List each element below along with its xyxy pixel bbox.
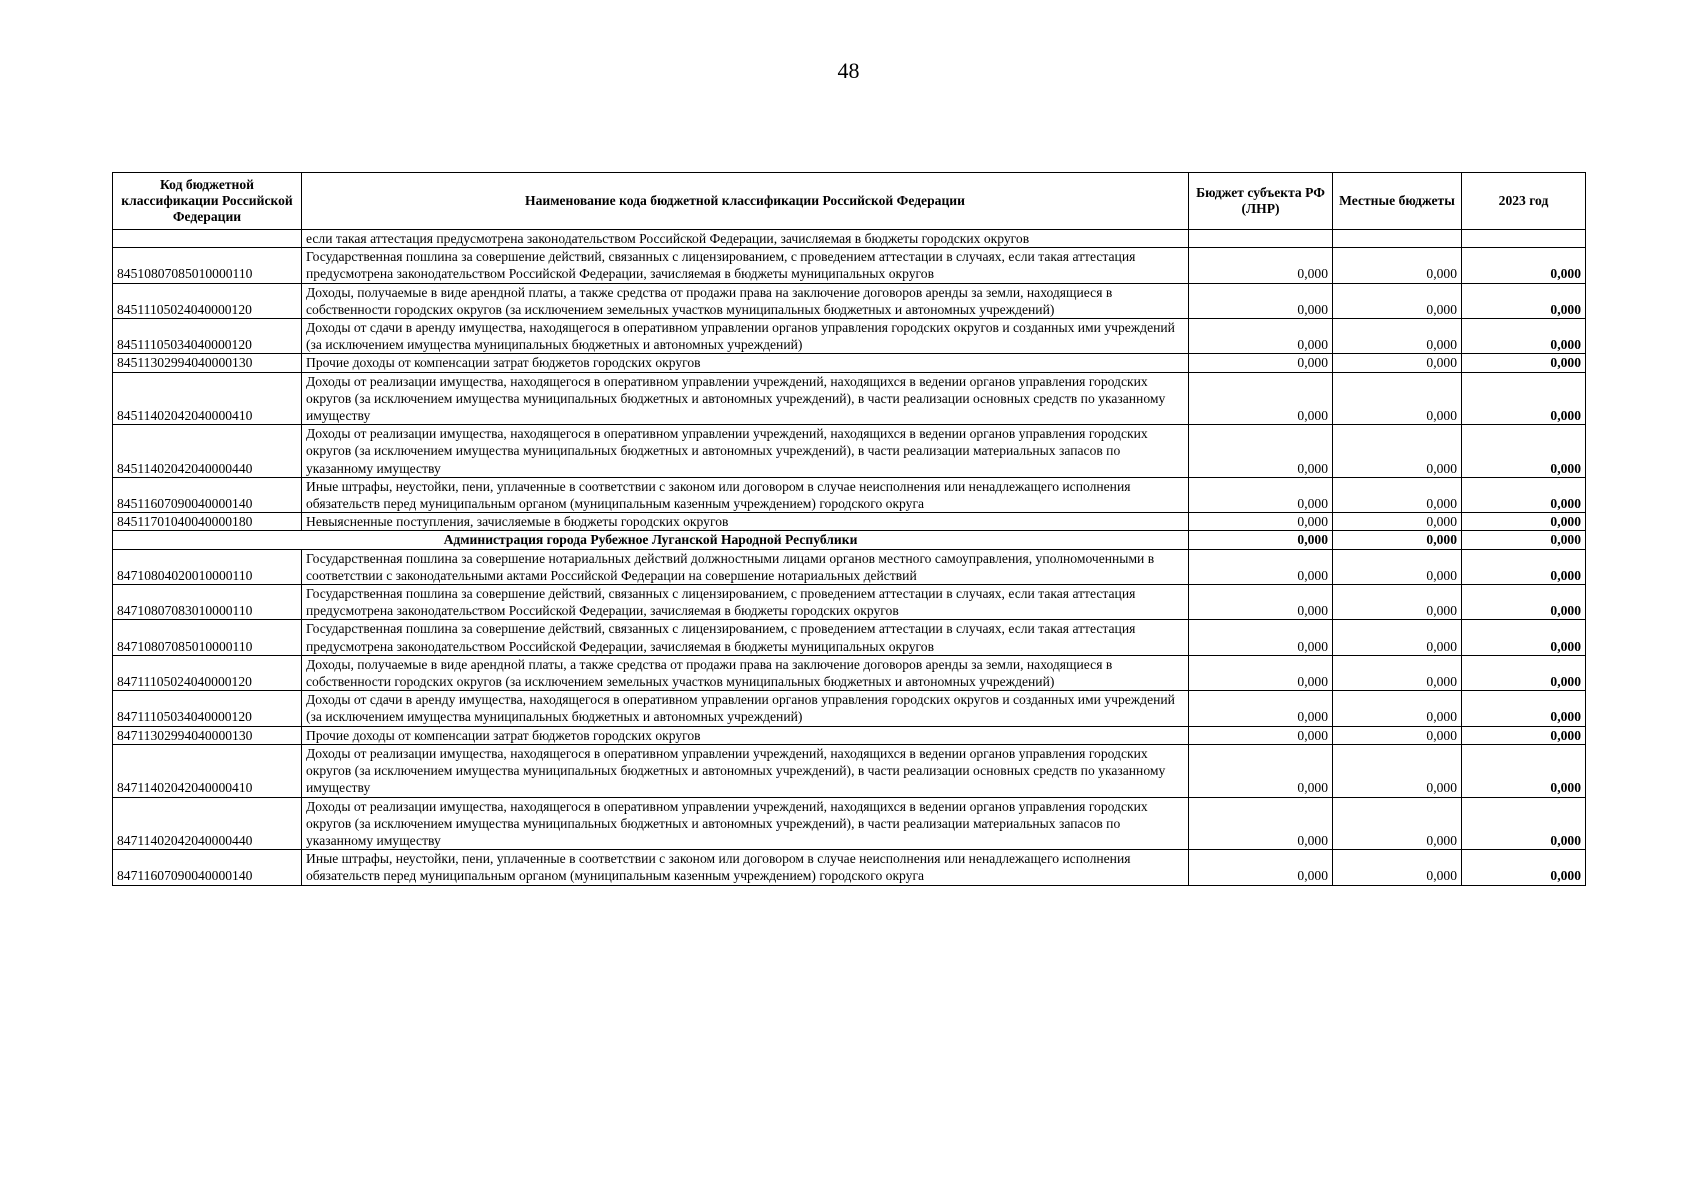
row-local-budgets: 0,000 xyxy=(1333,513,1462,531)
row-name: Государственная пошлина за совершение действий, связанных с лицензированием, с проведением аттестации в случаях, если такая аттестация предусмотрена законодательством Российской Федерации, зачисляемая в бюджеты городских округов xyxy=(302,585,1189,620)
row-local-budgets: 0,000 xyxy=(1333,477,1462,512)
section-row xyxy=(113,531,1586,549)
table-row xyxy=(113,425,1586,478)
table-row xyxy=(113,691,1586,726)
row-name: Доходы от реализации имущества, находящегося в оперативном управлении учреждений, находящихся в ведении органов управления городских округов (за исключением имущества муниципальных бюджетных и автономных учреждений), в части реализации основных средств по указанному имуществу xyxy=(302,372,1189,425)
row-local-budgets: 0,000 xyxy=(1333,744,1462,797)
row-subject-budget xyxy=(1189,230,1333,248)
row-code: 84711402042040000440 xyxy=(113,797,302,850)
row-year-total: 0,000 xyxy=(1462,797,1586,850)
row-subject-budget: 0,000 xyxy=(1189,726,1333,744)
row-code: 84710807083010000110 xyxy=(113,585,302,620)
row-code: 84711105024040000120 xyxy=(113,655,302,690)
table-row xyxy=(113,319,1586,354)
row-year-total: 0,000 xyxy=(1462,248,1586,283)
row-subject-budget: 0,000 xyxy=(1189,655,1333,690)
row-year-total: 0,000 xyxy=(1462,726,1586,744)
row-local-budgets: 0,000 xyxy=(1333,726,1462,744)
row-name: Иные штрафы, неустойки, пени, уплаченные в соответствии с законом или договором в случае неисполнения или ненадлежащего исполнения обязательств перед муниципальным органом (муниципальным казенным учреждением) городского округа xyxy=(302,850,1189,885)
budget-classification-table xyxy=(112,172,1586,886)
header-code: Код бюджетной классификации Российской Федерации xyxy=(113,173,302,230)
row-year-total: 0,000 xyxy=(1462,319,1586,354)
row-name: Государственная пошлина за совершение нотариальных действий должностными лицами органов местного самоуправления, уполномоченными в соответствии с законодательными актами Российской Федерации на совершение нотариальных действий xyxy=(302,549,1189,584)
row-subject-budget: 0,000 xyxy=(1189,620,1333,655)
header-name: Наименование кода бюджетной классификации Российской Федерации xyxy=(302,173,1189,230)
row-local-budgets: 0,000 xyxy=(1333,691,1462,726)
page-number: 48 xyxy=(837,58,860,83)
row-local-budgets xyxy=(1333,230,1462,248)
table-row xyxy=(113,549,1586,584)
row-year-total: 0,000 xyxy=(1462,531,1586,549)
row-name: Доходы от реализации имущества, находящегося в оперативном управлении учреждений, находящихся в ведении органов управления городских округов (за исключением имущества муниципальных бюджетных и автономных учреждений), в части реализации основных средств по указанному имуществу xyxy=(302,744,1189,797)
row-name: если такая аттестация предусмотрена законодательством Российской Федерации, зачисляемая в бюджеты городских округов xyxy=(302,230,1189,248)
row-local-budgets: 0,000 xyxy=(1333,354,1462,372)
row-subject-budget: 0,000 xyxy=(1189,319,1333,354)
table-row xyxy=(113,283,1586,318)
row-subject-budget: 0,000 xyxy=(1189,477,1333,512)
row-subject-budget: 0,000 xyxy=(1189,283,1333,318)
row-local-budgets: 0,000 xyxy=(1333,850,1462,885)
table-row xyxy=(113,726,1586,744)
table-row xyxy=(113,850,1586,885)
row-subject-budget: 0,000 xyxy=(1189,585,1333,620)
table-row xyxy=(113,477,1586,512)
table-row xyxy=(113,372,1586,425)
row-code: 84711607090040000140 xyxy=(113,850,302,885)
row-local-budgets: 0,000 xyxy=(1333,797,1462,850)
row-name: Прочие доходы от компенсации затрат бюджетов городских округов xyxy=(302,726,1189,744)
row-local-budgets: 0,000 xyxy=(1333,319,1462,354)
row-subject-budget: 0,000 xyxy=(1189,425,1333,478)
row-year-total: 0,000 xyxy=(1462,477,1586,512)
row-name: Доходы от реализации имущества, находящегося в оперативном управлении учреждений, находящихся в ведении органов управления городских округов (за исключением имущества муниципальных бюджетных и автономных учреждений), в части реализации материальных запасов по указанному имуществу xyxy=(302,797,1189,850)
header-subject-budget: Бюджет субъекта РФ (ЛНР) xyxy=(1189,173,1333,230)
row-year-total: 0,000 xyxy=(1462,354,1586,372)
row-subject-budget: 0,000 xyxy=(1189,691,1333,726)
row-subject-budget: 0,000 xyxy=(1189,744,1333,797)
row-local-budgets: 0,000 xyxy=(1333,248,1462,283)
row-code: 84511105024040000120 xyxy=(113,283,302,318)
row-code: 84511701040040000180 xyxy=(113,513,302,531)
row-local-budgets: 0,000 xyxy=(1333,549,1462,584)
row-name: Доходы от сдачи в аренду имущества, находящегося в оперативном управлении органов управления городских округов и созданных ими учреждений (за исключением имущества муниципальных бюджетных и автономных учреждений) xyxy=(302,319,1189,354)
row-code: 84711105034040000120 xyxy=(113,691,302,726)
table-row xyxy=(113,248,1586,283)
row-code: 84710807085010000110 xyxy=(113,620,302,655)
row-year-total: 0,000 xyxy=(1462,655,1586,690)
row-name: Доходы от реализации имущества, находящегося в оперативном управлении учреждений, находящихся в ведении органов управления городских округов (за исключением имущества муниципальных бюджетных и автономных учреждений), в части реализации материальных запасов по указанному имуществу xyxy=(302,425,1189,478)
row-code: 84511302994040000130 xyxy=(113,354,302,372)
row-year-total: 0,000 xyxy=(1462,620,1586,655)
section-title: Администрация города Рубежное Луганской Народной Республики xyxy=(113,531,1189,549)
row-code: 84510807085010000110 xyxy=(113,248,302,283)
row-code xyxy=(113,230,302,248)
table-row xyxy=(113,620,1586,655)
table-row xyxy=(113,655,1586,690)
row-code: 84511105034040000120 xyxy=(113,319,302,354)
row-local-budgets: 0,000 xyxy=(1333,283,1462,318)
table-row xyxy=(113,797,1586,850)
row-name: Государственная пошлина за совершение действий, связанных с лицензированием, с проведением аттестации в случаях, если такая аттестация предусмотрена законодательством Российской Федерации, зачисляемая в бюджеты муниципальных округов xyxy=(302,620,1189,655)
row-code: 84511402042040000410 xyxy=(113,372,302,425)
row-name: Государственная пошлина за совершение действий, связанных с лицензированием, с проведением аттестации в случаях, если такая аттестация предусмотрена законодательством Российской Федерации, зачисляемая в бюджеты муниципальных округов xyxy=(302,248,1189,283)
row-local-budgets: 0,000 xyxy=(1333,425,1462,478)
row-year-total: 0,000 xyxy=(1462,283,1586,318)
row-year-total: 0,000 xyxy=(1462,850,1586,885)
row-subject-budget: 0,000 xyxy=(1189,354,1333,372)
row-subject-budget: 0,000 xyxy=(1189,372,1333,425)
row-code: 84511402042040000440 xyxy=(113,425,302,478)
row-local-budgets: 0,000 xyxy=(1333,372,1462,425)
row-subject-budget: 0,000 xyxy=(1189,531,1333,549)
table-row xyxy=(113,744,1586,797)
row-name: Прочие доходы от компенсации затрат бюджетов городских округов xyxy=(302,354,1189,372)
row-local-budgets: 0,000 xyxy=(1333,531,1462,549)
row-subject-budget: 0,000 xyxy=(1189,549,1333,584)
table-header-row xyxy=(113,173,1586,230)
row-code: 84711402042040000410 xyxy=(113,744,302,797)
row-year-total: 0,000 xyxy=(1462,744,1586,797)
row-local-budgets: 0,000 xyxy=(1333,655,1462,690)
row-name: Невыясненные поступления, зачисляемые в бюджеты городских округов xyxy=(302,513,1189,531)
row-year-total: 0,000 xyxy=(1462,425,1586,478)
table-row xyxy=(113,354,1586,372)
row-year-total: 0,000 xyxy=(1462,372,1586,425)
row-name: Иные штрафы, неустойки, пени, уплаченные в соответствии с законом или договором в случае неисполнения или ненадлежащего исполнения обязательств перед муниципальным органом (муниципальным казенным учреждением) городского округа xyxy=(302,477,1189,512)
header-local-budgets: Местные бюджеты xyxy=(1333,173,1462,230)
row-year-total: 0,000 xyxy=(1462,585,1586,620)
row-code: 84511607090040000140 xyxy=(113,477,302,512)
table-body xyxy=(113,230,1586,886)
table-row xyxy=(113,585,1586,620)
row-subject-budget: 0,000 xyxy=(1189,850,1333,885)
row-local-budgets: 0,000 xyxy=(1333,620,1462,655)
row-year-total: 0,000 xyxy=(1462,691,1586,726)
row-name: Доходы, получаемые в виде арендной платы, а также средства от продажи права на заключение договоров аренды за земли, находящиеся в собственности городских округов (за исключением земельных участков муниципальных бюджетных и автономных учреждений) xyxy=(302,283,1189,318)
header-year: 2023 год xyxy=(1462,173,1586,230)
row-local-budgets: 0,000 xyxy=(1333,585,1462,620)
row-subject-budget: 0,000 xyxy=(1189,513,1333,531)
row-year-total: 0,000 xyxy=(1462,549,1586,584)
row-subject-budget: 0,000 xyxy=(1189,797,1333,850)
row-year-total xyxy=(1462,230,1586,248)
row-name: Доходы, получаемые в виде арендной платы, а также средства от продажи права на заключение договоров аренды за земли, находящиеся в собственности городских округов (за исключением земельных участков муниципальных бюджетных и автономных учреждений) xyxy=(302,655,1189,690)
table-row xyxy=(113,230,1586,248)
row-code: 84711302994040000130 xyxy=(113,726,302,744)
row-year-total: 0,000 xyxy=(1462,513,1586,531)
row-code: 84710804020010000110 xyxy=(113,549,302,584)
table-row xyxy=(113,513,1586,531)
row-name: Доходы от сдачи в аренду имущества, находящегося в оперативном управлении органов управления городских округов и созданных ими учреждений (за исключением имущества муниципальных бюджетных и автономных учреждений) xyxy=(302,691,1189,726)
row-subject-budget: 0,000 xyxy=(1189,248,1333,283)
